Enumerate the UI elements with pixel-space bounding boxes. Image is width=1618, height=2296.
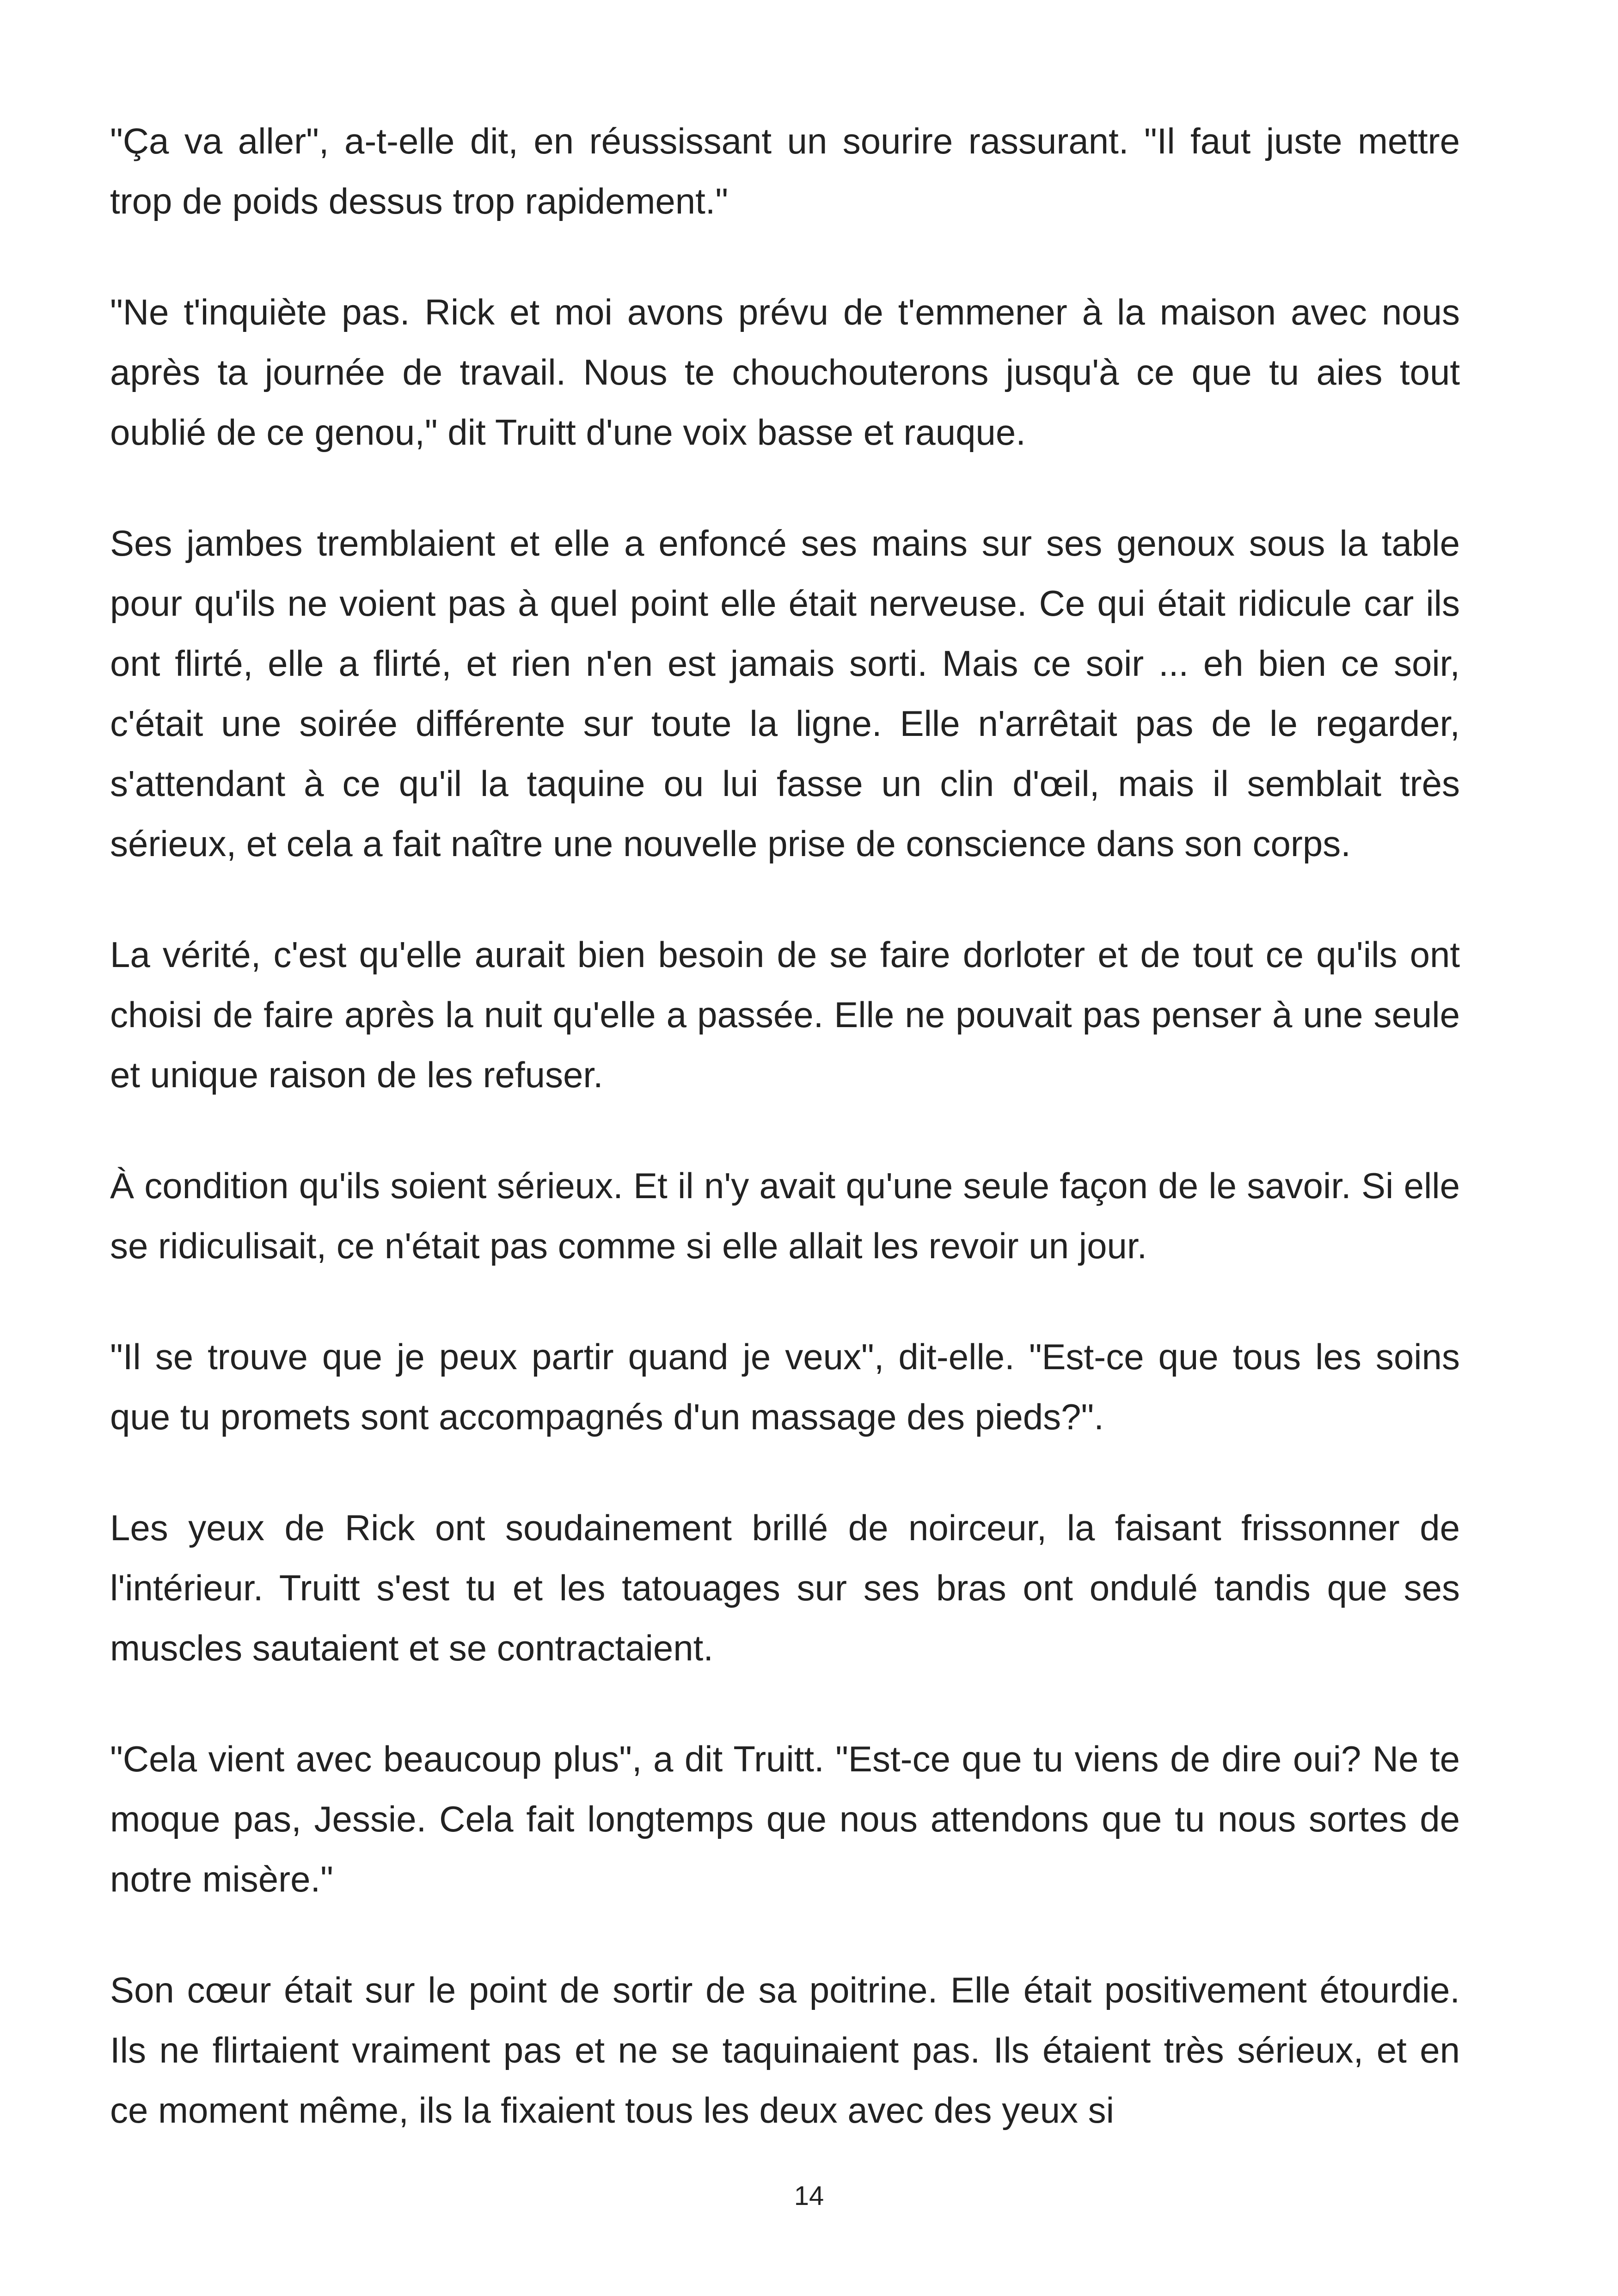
body-text bbox=[110, 111, 1460, 2191]
paragraph: "Ne t'inquiète pas. Rick et moi avons prévu de t'emmener à la maison avec nous après ta journée de travail. Nous te chouchouterons jusqu'à ce que tu aies tout oublié de ce genou," dit Truitt d'une voix basse et rauque. bbox=[110, 292, 1460, 453]
paragraph: "Ça va aller", a-t-elle dit, en réussissant un sourire rassurant. "Il faut juste mettre trop de poids dessus trop rapidement." bbox=[110, 121, 1460, 221]
page-number: 14 bbox=[794, 2181, 824, 2211]
paragraph: À condition qu'ils soient sérieux. Et il n'y avait qu'une seule façon de le savoir. Si elle se ridiculisait, ce n'était pas comme si elle allait les revoir un jour. bbox=[110, 1165, 1460, 1266]
paragraph: Les yeux de Rick ont soudainement brillé de noirceur, la faisant frissonner de l'intérieur. Truitt s'est tu et les tatouages sur ses bras ont ondulé tandis que ses muscles sautaient et se contractaient. bbox=[110, 1507, 1460, 1668]
paragraph: "Il se trouve que je peux partir quand je veux", dit-elle. "Est-ce que tous les soins que tu promets sont accompagnés d'un massage des pieds?". bbox=[110, 1336, 1460, 1437]
paragraph: Ses jambes tremblaient et elle a enfoncé ses mains sur ses genoux sous la table pour qu'ils ne voient pas à quel point elle était nerveuse. Ce qui était ridicule car ils ont flirté, elle a flirté, et rien n'en est jamais sorti. Mais ce soir ... eh bien ce soir, c'était une soirée différente sur toute la ligne. Elle n'arrêtait pas de le regarder, s'attendant à ce qu'il la taquine ou lui fasse un clin d'œil, mais il semblait très sérieux, et cela a fait naître une nouvelle prise de conscience dans son corps. bbox=[110, 523, 1460, 864]
paragraph: "Cela vient avec beaucoup plus", a dit Truitt. "Est-ce que tu viens de dire oui? Ne te moque pas, Jessie. Cela fait longtemps que nous attendons que tu nous sortes de notre misère." bbox=[110, 1739, 1460, 1899]
paragraph: Son cœur était sur le point de sortir de sa poitrine. Elle était positivement étourdie. Ils ne flirtaient vraiment pas et ne se taquinaient pas. Ils étaient très sérieux, et en ce moment même, ils la fixaient tous les deux avec des yeux si bbox=[110, 1970, 1460, 2131]
paragraph: La vérité, c'est qu'elle aurait bien besoin de se faire dorloter et de tout ce qu'ils ont choisi de faire après la nuit qu'elle a passée. Elle ne pouvait pas penser à une seule et unique raison de les refuser. bbox=[110, 934, 1460, 1095]
